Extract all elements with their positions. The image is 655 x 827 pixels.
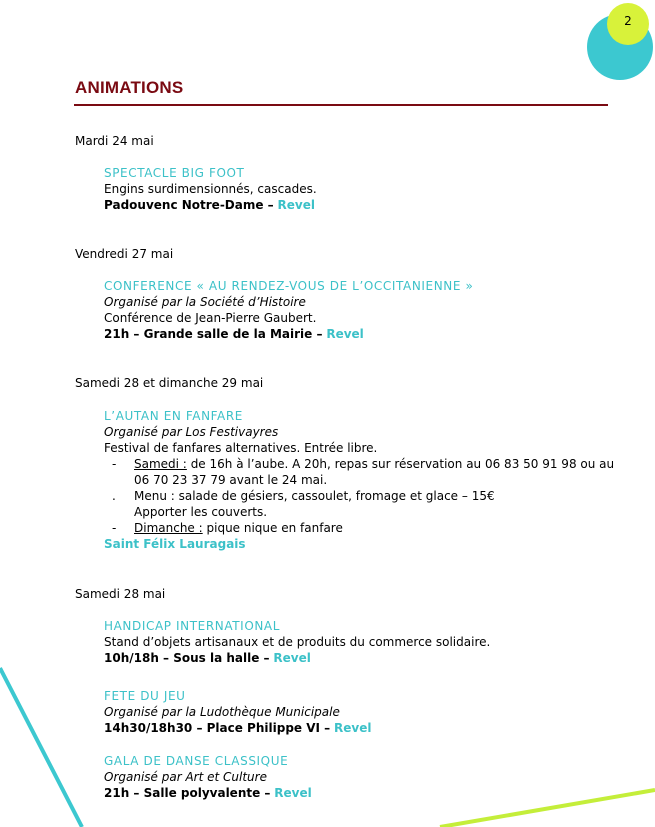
saturday-label: Samedi :: [134, 457, 187, 471]
event-title: CONFERENCE « AU RENDEZ-VOUS DE L’OCCITANIENNE »: [104, 279, 474, 293]
event-title: L’AUTAN EN FANFARE: [104, 409, 243, 423]
event-place: 14h30/18h30 – Place Philippe VI –: [104, 721, 331, 735]
event-handicap: [104, 618, 624, 666]
sunday-text: pique nique en fanfare: [206, 521, 343, 535]
event-fanfare: [104, 408, 624, 552]
event-organizer: Organisé par la Société d’Histoire: [104, 295, 306, 309]
day-heading: Samedi 28 et dimanche 29 mai: [75, 376, 264, 390]
event-place: 21h – Salle polyvalente –: [104, 786, 271, 800]
event-description: Stand d’objets artisanaux et de produits du commerce solidaire.: [104, 635, 491, 649]
day-heading: Mardi 24 mai: [75, 134, 154, 148]
cyan-stripe: [0, 668, 82, 827]
event-place: Padouvenc Notre-Dame –: [104, 198, 274, 212]
event-location: [104, 785, 624, 801]
list-item-sunday: [104, 520, 624, 536]
page-number: 2: [624, 14, 632, 28]
event-city: Revel: [277, 198, 315, 212]
dot-bullet: .: [112, 489, 116, 503]
page-title: ANIMATIONS: [75, 78, 184, 97]
event-conference: [104, 278, 624, 342]
event-organizer: Organisé par Art et Culture: [104, 770, 267, 784]
event-city: Revel: [334, 721, 372, 735]
list-item-saturday: [104, 456, 624, 488]
saturday-text: de 16h à l’aube. A 20h, repas sur réservation au 06 83 50 91 98 ou au 06 70 23 37 79 avant le 24 mai.: [134, 457, 615, 487]
event-organizer: Organisé par la Ludothèque Municipale: [104, 705, 340, 719]
event-gala: [104, 753, 624, 801]
event-place: 21h – Grande salle de la Mairie –: [104, 327, 323, 341]
event-description: Festival de fanfares alternatives. Entrée libre.: [104, 441, 378, 455]
event-location: [104, 326, 624, 342]
day-heading: Vendredi 27 mai: [75, 247, 174, 261]
event-description: Engins surdimensionnés, cascades.: [104, 182, 317, 196]
event-city: Saint Félix Lauragais: [104, 537, 246, 551]
event-place: 10h/18h – Sous la halle –: [104, 651, 270, 665]
sunday-label: Dimanche :: [134, 521, 203, 535]
list-item-menu: [104, 488, 624, 520]
event-title: GALA DE DANSE CLASSIQUE: [104, 754, 289, 768]
event-city: Revel: [273, 651, 311, 665]
event-city: Revel: [274, 786, 312, 800]
event-location: [104, 650, 624, 666]
event-title: SPECTACLE BIG FOOT: [104, 166, 245, 180]
event-title: HANDICAP INTERNATIONAL: [104, 619, 281, 633]
event-description: Conférence de Jean-Pierre Gaubert.: [104, 311, 317, 325]
event-bigfoot: [104, 165, 624, 213]
dash-bullet: -: [112, 457, 117, 471]
day-heading: Samedi 28 mai: [75, 587, 166, 601]
dash-bullet: -: [112, 521, 117, 535]
event-organizer: Organisé par Los Festivayres: [104, 425, 279, 439]
event-fete-du-jeu: [104, 688, 624, 736]
cutlery-text: Apporter les couverts.: [134, 505, 268, 519]
title-divider: [74, 104, 608, 106]
event-title: FETE DU JEU: [104, 689, 186, 703]
event-location: [104, 720, 624, 736]
menu-text: Menu : salade de gésiers, cassoulet, fromage et glace – 15€: [134, 489, 495, 503]
event-city: Revel: [326, 327, 364, 341]
event-location: [104, 197, 624, 213]
